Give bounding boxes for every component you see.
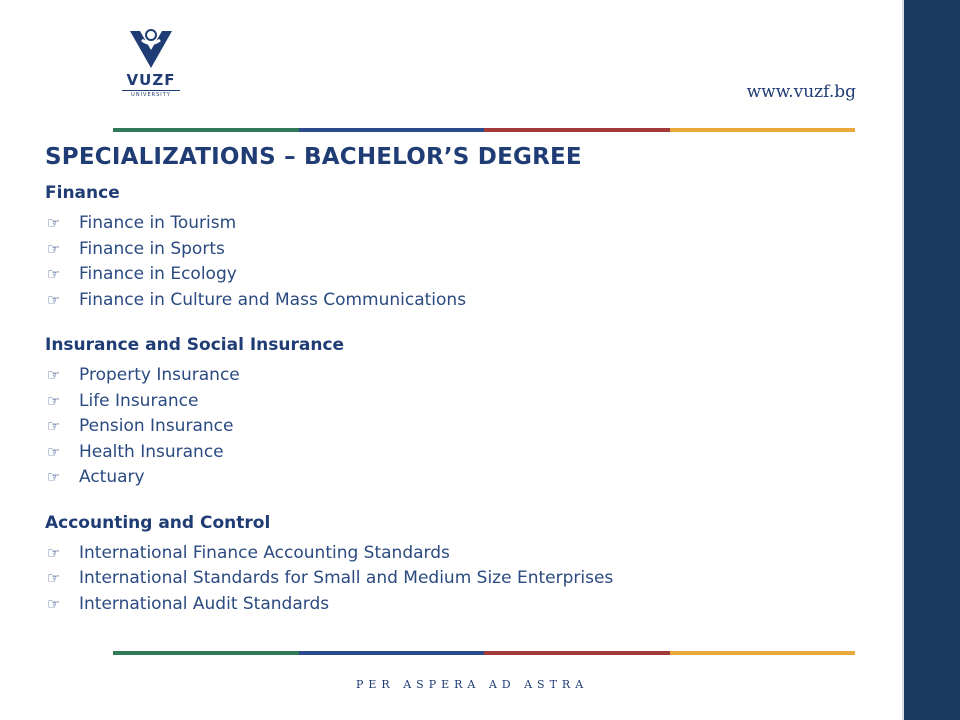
list-item-text: Life Insurance <box>79 390 199 411</box>
stripe-segment-green <box>113 128 299 132</box>
list-item-text: International Finance Accounting Standards <box>79 542 450 563</box>
pointing-hand-bullet-icon: ☞ <box>47 391 61 410</box>
section-item-list <box>45 363 885 491</box>
stripe-segment-blue <box>299 128 485 132</box>
pointing-hand-bullet-icon: ☞ <box>47 442 61 461</box>
logo-figure-icon <box>128 28 174 70</box>
list-item-text: Health Insurance <box>79 441 224 462</box>
list-item-text: Finance in Tourism <box>79 213 237 233</box>
vuzf-logo <box>118 28 184 114</box>
list-item-text: International Audit Standards <box>79 593 330 614</box>
stripe-segment-blue <box>299 651 485 655</box>
pointing-hand-bullet-icon: ☞ <box>47 417 61 435</box>
list-item <box>45 414 885 440</box>
section-item-list <box>45 541 885 618</box>
list-item-text: Property Insurance <box>79 365 240 385</box>
list-item <box>45 363 885 389</box>
list-item-text: Pension Insurance <box>79 416 234 436</box>
stripe-segment-red <box>484 651 670 655</box>
list-item <box>45 211 885 237</box>
list-item-text: Actuary <box>79 467 145 487</box>
section-item-list <box>45 211 885 313</box>
pointing-hand-bullet-icon: ☞ <box>47 265 61 283</box>
sections-container <box>45 181 885 617</box>
page-title: SPECIALIZATIONS – BACHELOR’S DEGREE <box>45 144 582 170</box>
stripe-segment-orange <box>670 128 856 132</box>
list-item <box>45 592 885 618</box>
list-item <box>45 541 885 567</box>
list-item-text: Finance in Ecology <box>79 264 237 284</box>
right-side-bar <box>902 0 960 720</box>
pointing-hand-bullet-icon: ☞ <box>47 366 61 384</box>
list-item <box>45 440 885 466</box>
list-item-text: Finance in Culture and Mass Communications <box>79 289 467 310</box>
list-item <box>45 262 885 288</box>
pointing-hand-bullet-icon: ☞ <box>47 594 61 613</box>
pointing-hand-bullet-icon: ☞ <box>47 468 61 486</box>
list-item <box>45 237 885 263</box>
website-link[interactable]: www.vuzf.bg <box>746 82 856 102</box>
pointing-hand-bullet-icon: ☞ <box>47 214 61 232</box>
pointing-hand-bullet-icon: ☞ <box>47 290 61 309</box>
section-title: Accounting and Control <box>45 512 271 533</box>
pointing-hand-bullet-icon: ☞ <box>47 239 61 258</box>
section <box>45 333 885 491</box>
list-item-text: Finance in Sports <box>79 238 225 259</box>
stripe-segment-red <box>484 128 670 132</box>
motto: PER ASPERA AD ASTRA <box>356 678 589 691</box>
section <box>45 511 885 618</box>
section-title: Finance <box>45 183 120 203</box>
stripe-segment-orange <box>670 651 856 655</box>
slide-content <box>45 141 885 617</box>
list-item-text: International Standards for Small and Medium Size Enterprises <box>79 568 614 588</box>
section <box>45 181 885 313</box>
list-item <box>45 288 885 314</box>
logo-name: VUZF <box>126 71 176 89</box>
list-item <box>45 566 885 592</box>
section-title: Insurance and Social Insurance <box>45 335 345 355</box>
pointing-hand-bullet-icon: ☞ <box>47 569 61 587</box>
logo-subtitle: UNIVERSITY <box>131 92 171 98</box>
list-item <box>45 465 885 491</box>
logo-divider <box>122 90 180 91</box>
top-color-stripe <box>113 128 855 132</box>
stripe-segment-green <box>113 651 299 655</box>
list-item <box>45 389 885 415</box>
bottom-color-stripe <box>113 651 855 655</box>
pointing-hand-bullet-icon: ☞ <box>47 543 61 562</box>
